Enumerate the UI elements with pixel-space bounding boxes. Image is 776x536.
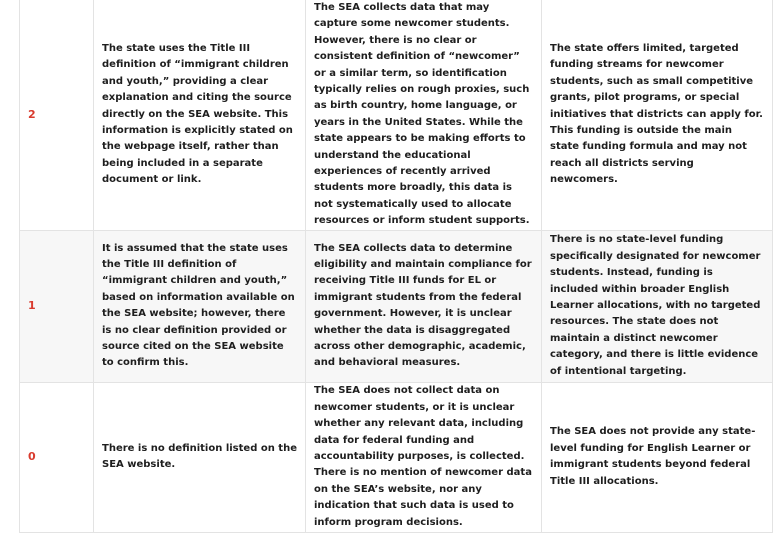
funding-cell: There is no state-level funding specifically designated for newcomer students. Instead, funding is included within broader English Learner allocations, with no targeted resources. The state does not maintain a distinct newcomer category, and there is little evidence of intentional targeting. <box>542 230 773 382</box>
data-collection-cell: The SEA collects data to determine eligibility and maintain compliance for receiving Title III funds for EL or immigrant students from the federal government. However, it is unclear whether the data is disaggregated across other demographic, academic, and behavioral measures. <box>306 230 542 382</box>
data-collection-cell: The SEA collects data that may capture some newcomer students. However, there is no clear or consistent definition of “newcomer” or a similar term, so identification typically relies on rough proxies, such as birth country, home language, or years in the United States. While the state appears to be making efforts to understand the educational experiences of recently arrived students more broadly, this data is not systematically used to allocate resources or inform student supports. <box>306 0 542 230</box>
definition-cell: There is no definition listed on the SEA website. <box>94 382 306 532</box>
definition-cell: The state uses the Title III definition of “immigrant children and youth,” providing a clear explanation and citing the source directly on the SEA website. This information is explicitly stated on the webpage itself, rather than being included in a separate document or link. <box>94 0 306 230</box>
table-row <box>20 230 773 382</box>
score-cell: 0 <box>20 382 94 532</box>
funding-cell: The state offers limited, targeted funding streams for newcomer students, such as small competitive grants, pilot programs, or special initiatives that districts can apply for. This funding is outside the main state funding formula and may not reach all districts serving newcomers. <box>542 0 773 230</box>
funding-cell: The SEA does not provide any state-level funding for English Learner or immigrant students beyond federal Title III allocations. <box>542 382 773 532</box>
rubric-table <box>19 0 773 533</box>
table-row <box>20 0 773 230</box>
table-row <box>20 382 773 532</box>
data-collection-cell: The SEA does not collect data on newcomer students, or it is unclear whether any relevant data, including data for federal funding and accountability purposes, is collected. There is no mention of newcomer data on the SEA’s website, nor any indication that such data is used to inform program decisions. <box>306 382 542 532</box>
score-cell: 1 <box>20 230 94 382</box>
score-cell: 2 <box>20 0 94 230</box>
definition-cell: It is assumed that the state uses the Title III definition of “immigrant children and youth,” based on information available on the SEA website; however, there is no clear definition provided or source cited on the SEA website to confirm this. <box>94 230 306 382</box>
